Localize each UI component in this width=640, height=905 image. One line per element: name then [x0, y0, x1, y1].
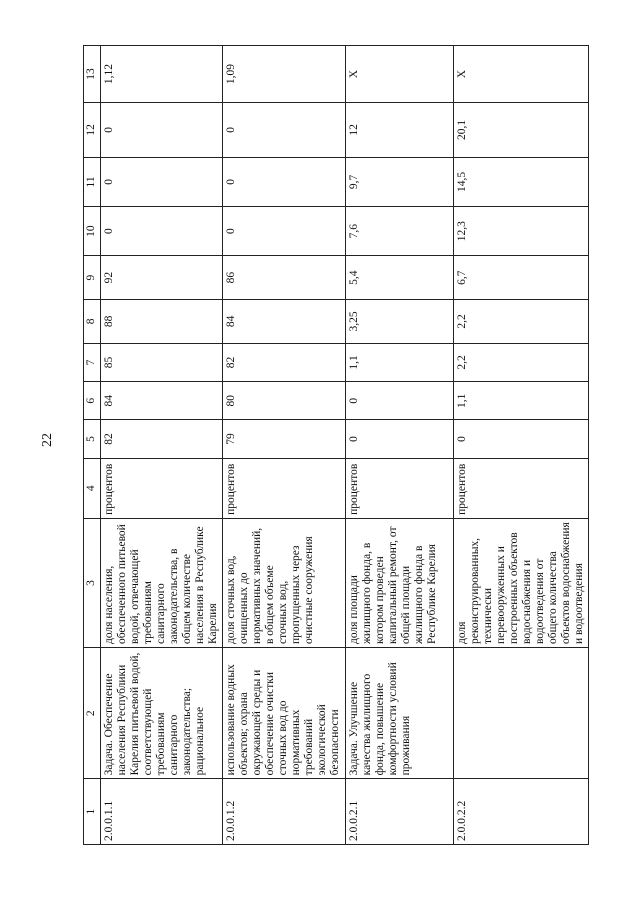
row-value: 0: [101, 103, 223, 158]
row-indicator: доля площади жилищного фонда, в котором проведен капитальный ремонт, от общей площади жилищного фонда в Республике Карелия: [346, 518, 454, 647]
row-value: 1,1: [454, 382, 589, 420]
table-row: [454, 46, 589, 845]
row-unit: процентов: [101, 458, 223, 518]
row-value: 14,5: [454, 157, 589, 206]
row-value: 84: [101, 382, 223, 420]
row-value: 0: [346, 382, 454, 420]
row-value: 1,09: [223, 46, 346, 103]
row-value: 86: [223, 256, 346, 300]
row-value: 20,1: [454, 103, 589, 158]
row-value: 0: [223, 207, 346, 256]
row-code: 2.0.0.1.1: [101, 779, 223, 845]
row-value: 92: [101, 256, 223, 300]
column-header: 5: [84, 420, 101, 458]
row-value: 0: [101, 157, 223, 206]
row-indicator: доля населения, обеспеченного питьевой водой, отвечающей требованиям санитарного законодательства, в общем количестве населения в Республике Карелия: [101, 518, 223, 647]
row-value: 7,6: [346, 207, 454, 256]
row-task: Задача. Обеспечение населения Республики Карелия питьевой водой, соответствующей требованиям санитарного законодательства; рациональное: [101, 648, 223, 779]
row-value: 12,3: [454, 207, 589, 256]
row-value: 3,25: [346, 300, 454, 344]
row-value: 0: [101, 207, 223, 256]
row-value: 80: [223, 382, 346, 420]
row-value: 88: [101, 300, 223, 344]
row-code: 2.0.0.2.2: [454, 779, 589, 845]
row-unit: процентов: [346, 458, 454, 518]
row-value: 6,7: [454, 256, 589, 300]
column-header: 9: [84, 256, 101, 300]
row-value: 5,4: [346, 256, 454, 300]
row-indicator: доля сточных вод, очищенных до нормативных значений, в общем объеме сточных вод, пропущенных через очистные сооружения: [223, 518, 346, 647]
row-task: Задача. Улучшение качества жилищного фонда, повышение комфортности условий проживания: [346, 648, 454, 779]
column-header: 10: [84, 207, 101, 256]
row-value: 2,2: [454, 343, 589, 381]
row-value: Х: [346, 46, 454, 103]
row-value: 9,7: [346, 157, 454, 206]
row-code: 2.0.0.1.2: [223, 779, 346, 845]
row-value: 12: [346, 103, 454, 158]
row-value: 1,1: [346, 343, 454, 381]
row-indicator: доля реконструированных, технически перевооруженных и построенных объектов водоснабжения и водоотведения от общего количества объектов водоснабжения и водоотведения: [454, 518, 589, 647]
column-header: 2: [84, 648, 101, 779]
row-value: 0: [223, 157, 346, 206]
row-task: использование водных объектов; охрана окружающей среды и обеспечение очистки сточных вод до нормативных требований экологической безопасности: [223, 648, 346, 779]
row-value: 84: [223, 300, 346, 344]
table-row: [223, 46, 346, 845]
column-header: 7: [84, 343, 101, 381]
row-unit: процентов: [223, 458, 346, 518]
indicators-table: [83, 45, 589, 845]
column-header: 11: [84, 157, 101, 206]
column-header: 12: [84, 103, 101, 158]
row-value: Х: [454, 46, 589, 103]
column-header: 8: [84, 300, 101, 344]
rotated-table-container: [83, 45, 613, 845]
row-value: 82: [223, 343, 346, 381]
row-value: 0: [454, 420, 589, 458]
row-value: 2,2: [454, 300, 589, 344]
column-header: 13: [84, 46, 101, 103]
row-unit: процентов: [454, 458, 589, 518]
row-value: 85: [101, 343, 223, 381]
column-header: 4: [84, 458, 101, 518]
table-row: [346, 46, 454, 845]
column-header: 3: [84, 518, 101, 647]
page-number: 22: [40, 433, 55, 447]
row-value: 79: [223, 420, 346, 458]
row-value: 0: [346, 420, 454, 458]
row-code: 2.0.0.2.1: [346, 779, 454, 845]
column-header: 1: [84, 779, 101, 845]
row-value: 0: [223, 103, 346, 158]
table-row: [101, 46, 223, 845]
row-value: 82: [101, 420, 223, 458]
header-row: [84, 46, 101, 845]
row-value: 1,12: [101, 46, 223, 103]
row-task: [454, 648, 589, 779]
column-header: 6: [84, 382, 101, 420]
